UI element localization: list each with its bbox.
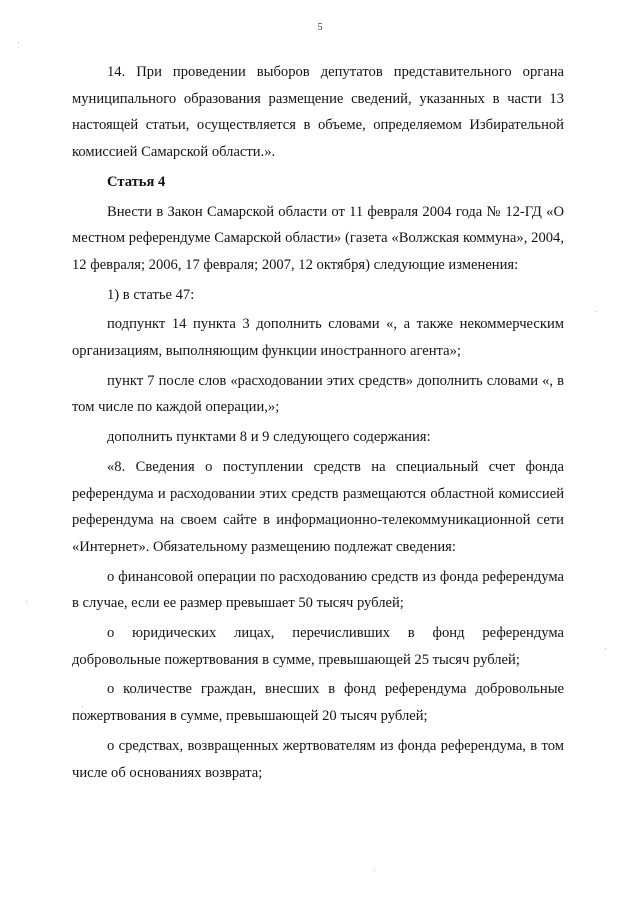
- paragraph-subpoint-14: подпункт 14 пункта 3 дополнить словами «, а также некоммерческим организациям, выполняющим функции иностранного агента»;: [72, 316, 564, 360]
- paragraph-amendment-intro: Внести в Закон Самарской области от 11 февраля 2004 года № 12-ГД «О местном референдуме Самарской области» (газета «Волжская коммуна», 2004, 12 февраля; 2006, 17 февраля; 2007, 12 октября) следующие изменения:: [72, 203, 564, 273]
- paragraph-article-47: 1) в статье 47:: [107, 286, 195, 303]
- article-heading: Статья 4: [107, 173, 166, 190]
- page-number: 5: [317, 22, 323, 33]
- paragraph-add-points: дополнить пунктами 8 и 9 следующего содержания:: [107, 429, 431, 446]
- paragraph-point-7: пункт 7 после слов «расходовании этих средств» дополнить словами «, в том числе по каждой операции,»;: [72, 372, 564, 416]
- paragraph-point-8: «8. Сведения о поступлении средств на специальный счет фонда референдума и расходовании этих средств размещаются областной комиссией референдума на своем сайте в информационно-телекоммуникационной сети «Интернет». Обязательному размещению подлежат сведения:: [72, 458, 564, 555]
- paragraph-citizens-count: о количестве граждан, внесших в фонд референдума добровольные пожертвования в сумме, превышающей 20 тысяч рублей;: [72, 681, 564, 725]
- paragraph-legal-entities: о юридических лицах, перечисливших в фонд референдума добровольные пожертвования в сумме, превышающей 25 тысяч рублей;: [72, 625, 564, 668]
- paragraph-financial-operation: о финансовой операции по расходованию средств из фонда референдума в случае, если ее размер превышает 50 тысяч рублей;: [72, 568, 564, 612]
- paragraph-returned-funds: о средствах, возвращенных жертвователям из фонда референдума, в том числе об основаниях возврата;: [72, 737, 564, 781]
- document-body: [72, 59, 564, 786]
- paragraph-item-14: 14. При проведении выборов депутатов представительного органа муниципального образования размещение сведений, указанных в части 13 настоящей статьи, осуществляется в объеме, определяемом Избирательной комиссией Самарской области.».: [72, 64, 564, 161]
